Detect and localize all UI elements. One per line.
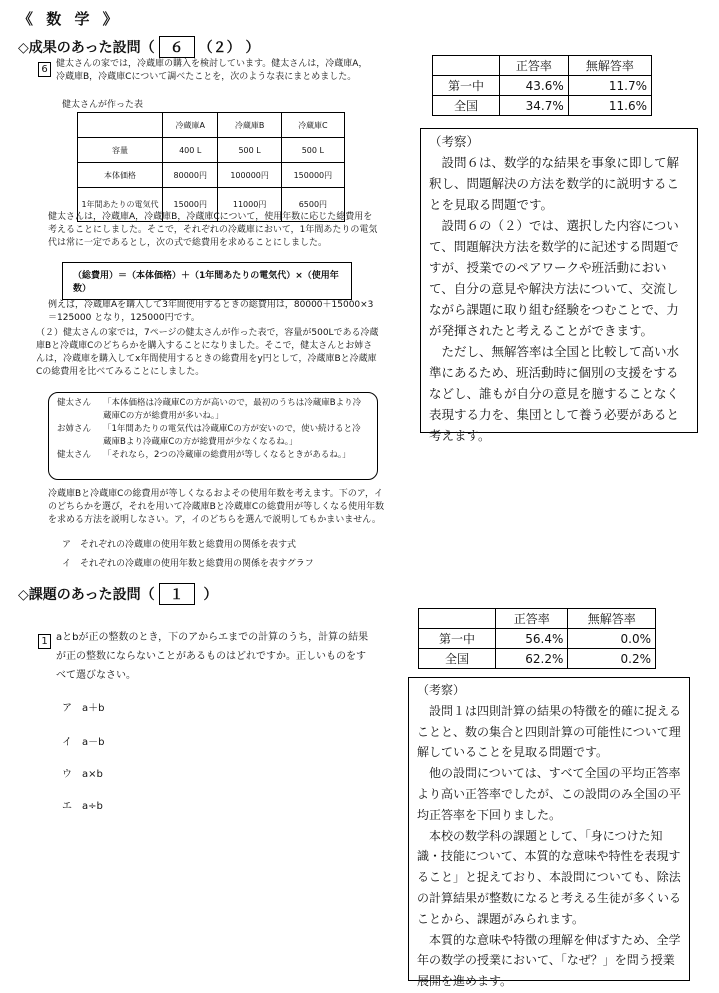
fridge-table-row xyxy=(78,163,345,188)
stats-header-cell xyxy=(433,56,500,76)
fridge-table-cell: 6500円 xyxy=(281,188,344,222)
stats-header-row xyxy=(433,56,652,76)
choice-a: ア a＋b xyxy=(62,703,105,714)
stats-row-label: 第一中 xyxy=(433,76,500,96)
issue-section-heading xyxy=(18,583,218,605)
stats-row-label: 全国 xyxy=(433,96,500,116)
good-heading-prefix: ◇成果のあった設問（ xyxy=(18,40,155,56)
stats-header-cell xyxy=(419,609,496,629)
stats-header-cell: 正答率 xyxy=(500,56,569,76)
stats-correct-rate: 62.2% xyxy=(496,649,568,669)
dialog-line xyxy=(57,423,369,449)
comment-paragraph: ただし、無解答率は全国と比較して高い水準にあるため、班活動時に個別の支援をするなどし、誰もが自分の意見を臆することなく表現する力を、集団として養う必要があると考えます。 xyxy=(429,344,680,443)
dialog-text: 「それなら，2つの冷蔵庫の総費用が等しくなるときがあるね。」 xyxy=(103,450,351,460)
problem-6-question-2: （２）健太さんの家では，7ページの健太さんが作った表で，容量が500Lである冷蔵庫Bと冷蔵庫Cのどちらかを購入することになりました。そこで，健太さんとお姉さんは，冷蔵庫を購入してx年間使用するときの総費用をy円として，冷蔵庫Bと冷蔵庫Cの総費用を比べてみることにしました。 xyxy=(36,328,379,377)
fridge-table-cell: 150000円 xyxy=(281,163,344,188)
issue-comment-box xyxy=(408,677,690,989)
problem-6-text2: 健太さんは，冷蔵庫A，冷蔵庫B，冷蔵庫Cについて，使用年数に応じた総費用を考えることにしました。そこで，それぞれの冷蔵庫において，1年間あたりの電気代は常に一定であるとし，次の式で総費用を求めることにしました。 xyxy=(48,212,378,248)
fridge-table-cell: 500 L xyxy=(218,138,281,163)
stats-row-label: 第一中 xyxy=(419,629,496,649)
fridge-table-header-cell: 冷蔵庫A xyxy=(163,113,218,138)
stats-no-answer-rate: 11.7% xyxy=(568,76,651,96)
fridge-table-row xyxy=(78,138,345,163)
comment-paragraph: 他の設問については、すべて全国の平均正答率より高い正答率でしたが、この設問のみ全国の平均正答率を下回りました。 xyxy=(417,766,682,822)
fridge-table-cell: 400 L xyxy=(163,138,218,163)
stats-row xyxy=(433,96,652,116)
comment-paragraph: 設問６の（２）では、選択した内容について、問題解決方法を数学的に記述する問題ですが、授業でのペアワークや班活動において、自分の意見や解決方法について、交流しながら課題に取り組む経験をつむことで、力が発揮されたと考えることができます。 xyxy=(429,218,679,338)
stats-header-cell: 無解答率 xyxy=(568,56,651,76)
dialog-box xyxy=(48,392,378,480)
stats-header-cell: 正答率 xyxy=(496,609,568,629)
comment-heading: （考察） xyxy=(429,134,480,149)
problem-6-example: 例えば，冷蔵庫Aを購入して3年間使用するときの総費用は，80000＋15000×3＝125000 となり，125000円です。 xyxy=(48,300,374,323)
problem-1-number: 1 xyxy=(38,634,51,649)
fridge-table xyxy=(77,112,345,222)
good-comment-box xyxy=(420,128,698,443)
option-i: イ それぞれの冷蔵庫の使用年数と総費用の関係を表すグラフ xyxy=(62,559,314,569)
good-heading-number: ６ xyxy=(159,36,195,58)
fridge-table-header-cell xyxy=(78,113,163,138)
problem-6-intro: 健太さんの家では，冷蔵庫の購入を検討しています。健太さんは，冷蔵庫A，冷蔵庫B，冷蔵庫Cについて調べたことを，次のような表にまとめました。 xyxy=(56,59,368,82)
good-section-heading xyxy=(18,36,260,58)
issue-heading-suffix: ） xyxy=(203,587,218,603)
fridge-table-cell: 100000円 xyxy=(218,163,281,188)
stats-no-answer-rate: 11.6% xyxy=(568,96,651,116)
fridge-table-header-cell: 冷蔵庫C xyxy=(281,113,344,138)
choice-u: ウ a×b xyxy=(62,769,103,780)
dialog-speaker: お姉さん xyxy=(57,424,92,434)
fridge-table-cell: 15000円 xyxy=(163,188,218,222)
page-title: 《 数 学 》 xyxy=(18,10,122,28)
stats-no-answer-rate: 0.0% xyxy=(568,629,656,649)
comment-heading: （考察） xyxy=(417,683,466,697)
comment-paragraph: 本質的な意味や特徴の理解を伸ばすため、全学年の数学の授業において、「なぜ？」を問う授業展開を進めます。 xyxy=(417,932,681,989)
fridge-table-cell: 11000円 xyxy=(218,188,281,222)
fridge-table-caption: 健太さんが作った表 xyxy=(62,100,144,110)
dialog-text: 「1年間あたりの電気代は冷蔵庫Cの方が安いので，使い続けると冷蔵庫Bより冷蔵庫Cの方が総費用が少なくなるね。」 xyxy=(103,424,361,447)
dialog-speaker: 健太さん xyxy=(57,398,92,408)
choice-i: イ a－b xyxy=(62,737,105,748)
stats-header-cell: 無解答率 xyxy=(568,609,656,629)
dialog-text: 「本体価格は冷蔵庫Cの方が高いので，最初のうちは冷蔵庫Bより冷蔵庫Cの方が総費用が多いね。」 xyxy=(103,398,362,421)
total-cost-formula: （総費用）＝（本体価格）＋（1年間あたりの電気代）×（使用年数） xyxy=(62,262,352,300)
dialog-speaker: 健太さん xyxy=(57,450,92,460)
issue-heading-prefix: ◇課題のあった設問（ xyxy=(18,587,155,603)
stats-correct-rate: 43.6% xyxy=(500,76,569,96)
fridge-table-cell: 80000円 xyxy=(163,163,218,188)
stats-header-row xyxy=(419,609,656,629)
stats-row-label: 全国 xyxy=(419,649,496,669)
dialog-line xyxy=(57,449,369,462)
fridge-table-cell: 本体価格 xyxy=(78,163,163,188)
fridge-table-cell: 容量 xyxy=(78,138,163,163)
problem-6-instruction: 冷蔵庫Bと冷蔵庫Cの総費用が等しくなるおよその使用年数を考えます。下のア，イのどちらかを選び，それを用いて冷蔵庫Bと冷蔵庫Cの総費用が等しくなる使用年数を求める方法を説明しなさい。ア，イのどちらを選んで説明してもかまいません。 xyxy=(48,489,385,525)
issue-heading-number: １ xyxy=(159,583,195,605)
stats-no-answer-rate: 0.2% xyxy=(568,649,656,669)
comment-paragraph: 設問６は、数学的な結果を事象に即して解釈し、問題解決の方法を数学的に説明することを見取る問題です。 xyxy=(429,155,680,212)
comment-paragraph: 本校の数学科の課題として、「身につけた知識・技能について、本質的な意味や特性を表現すること」と捉えており、本設問についても、除法の計算結果が整数になると考える生徒が多くいることから、課題がみられます。 xyxy=(417,828,682,926)
fridge-table-cell: 500 L xyxy=(281,138,344,163)
issue-stats-table xyxy=(418,608,656,669)
dialog-line xyxy=(57,397,369,423)
choice-e: エ a÷b xyxy=(62,801,103,812)
good-heading-suffix: ） xyxy=(245,40,260,56)
stats-correct-rate: 56.4% xyxy=(496,629,568,649)
good-heading-sub: （２） xyxy=(198,40,241,56)
comment-paragraph: 設問１は四則計算の結果の特徴を的確に捉えることと、数の集合と四則計算の可能性について理解していることを見取る問題です。 xyxy=(417,703,682,760)
problem-6-number: 6 xyxy=(38,62,51,77)
stats-correct-rate: 34.7% xyxy=(500,96,569,116)
stats-row xyxy=(419,629,656,649)
problem-1-text: aとbが正の整数のとき，下のアからエまでの計算のうち，計算の結果が正の整数にならないことがあるものはどれですか。正しいものをすべて選びなさい。 xyxy=(56,632,369,681)
good-stats-table xyxy=(432,55,652,116)
stats-row xyxy=(419,649,656,669)
option-a: ア それぞれの冷蔵庫の使用年数と総費用の関係を表す式 xyxy=(62,540,297,550)
fridge-table-header-row xyxy=(78,113,345,138)
fridge-table-cell: 1年間あたりの電気代 xyxy=(78,188,163,222)
stats-row xyxy=(433,76,652,96)
fridge-table-header-cell: 冷蔵庫B xyxy=(218,113,281,138)
